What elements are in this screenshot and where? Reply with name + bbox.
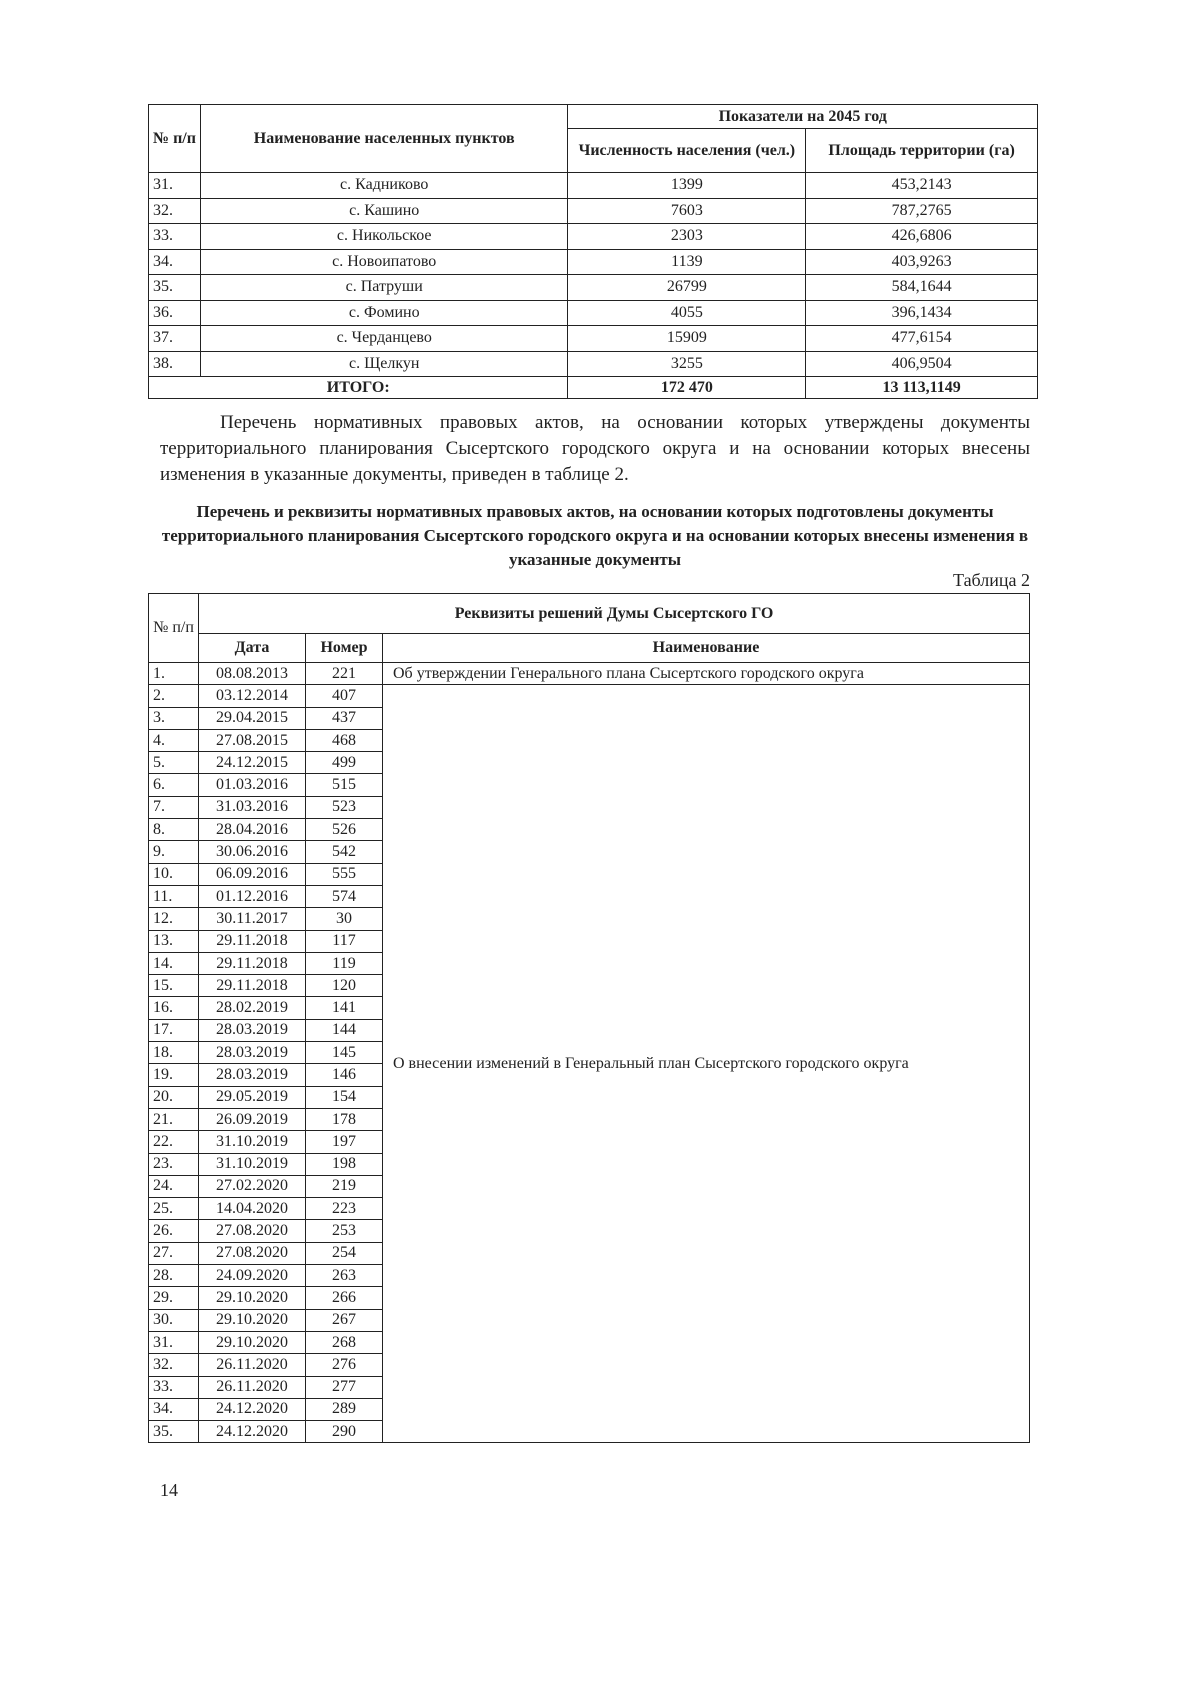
cell-date: 03.12.2014 — [199, 685, 306, 707]
cell-number: 290 — [306, 1421, 383, 1443]
cell-number: 119 — [306, 952, 383, 974]
cell-number: 145 — [306, 1042, 383, 1064]
table-row — [149, 326, 1038, 352]
cell-number: 144 — [306, 1019, 383, 1041]
cell-num: 19. — [149, 1064, 199, 1086]
cell-number: 267 — [306, 1309, 383, 1331]
cell-population: 2303 — [568, 224, 806, 250]
cell-date: 01.12.2016 — [199, 885, 306, 907]
cell-number: 146 — [306, 1064, 383, 1086]
total-label: ИТОГО: — [149, 377, 568, 399]
header-population: Численность населения (чел.) — [568, 129, 806, 173]
cell-num: 5. — [149, 752, 199, 774]
cell-number: 574 — [306, 885, 383, 907]
cell-date: 24.09.2020 — [199, 1265, 306, 1287]
cell-date: 31.03.2016 — [199, 796, 306, 818]
legal-acts-table — [148, 593, 1030, 1443]
cell-number: 254 — [306, 1242, 383, 1264]
cell-date: 29.11.2018 — [199, 930, 306, 952]
cell-date: 29.11.2018 — [199, 952, 306, 974]
cell-date: 29.11.2018 — [199, 975, 306, 997]
cell-date: 28.03.2019 — [199, 1019, 306, 1041]
cell-number: 407 — [306, 685, 383, 707]
cell-number: 277 — [306, 1376, 383, 1398]
cell-number: 276 — [306, 1354, 383, 1376]
cell-name: с. Новоипатово — [200, 249, 568, 275]
cell-date: 01.03.2016 — [199, 774, 306, 796]
total-area: 13 113,1149 — [806, 377, 1038, 399]
cell-name: с. Кашино — [200, 198, 568, 224]
cell-population: 4055 — [568, 300, 806, 326]
cell-number: 178 — [306, 1108, 383, 1130]
cell-num: 33. — [149, 1376, 199, 1398]
cell-num: 4. — [149, 729, 199, 751]
cell-num: 10. — [149, 863, 199, 885]
cell-date: 06.09.2016 — [199, 863, 306, 885]
header-area: Площадь территории (га) — [806, 129, 1038, 173]
header-name: Наименование — [383, 634, 1030, 663]
cell-num: 20. — [149, 1086, 199, 1108]
cell-num: 15. — [149, 975, 199, 997]
cell-number: 117 — [306, 930, 383, 952]
cell-name: с. Щелкун — [200, 351, 568, 377]
cell-number: 221 — [306, 663, 383, 685]
cell-number: 223 — [306, 1198, 383, 1220]
cell-number: 437 — [306, 707, 383, 729]
cell-num: 11. — [149, 885, 199, 907]
table-row — [149, 300, 1038, 326]
cell-num: 14. — [149, 952, 199, 974]
cell-date: 24.12.2020 — [199, 1421, 306, 1443]
cell-num: 3. — [149, 707, 199, 729]
cell-date: 28.04.2016 — [199, 819, 306, 841]
cell-num: 32. — [149, 198, 201, 224]
table-row — [149, 198, 1038, 224]
cell-number: 219 — [306, 1175, 383, 1197]
header-num: № п/п — [149, 594, 199, 663]
cell-num: 37. — [149, 326, 201, 352]
cell-population: 1139 — [568, 249, 806, 275]
table-row — [149, 663, 1030, 685]
cell-num: 36. — [149, 300, 201, 326]
cell-date: 29.10.2020 — [199, 1309, 306, 1331]
cell-date: 24.12.2020 — [199, 1398, 306, 1420]
cell-number: 141 — [306, 997, 383, 1019]
cell-num: 38. — [149, 351, 201, 377]
cell-date: 31.10.2019 — [199, 1131, 306, 1153]
table-row — [149, 173, 1038, 199]
cell-date: 27.08.2020 — [199, 1242, 306, 1264]
cell-area: 584,1644 — [806, 275, 1038, 301]
cell-num: 18. — [149, 1042, 199, 1064]
cell-num: 24. — [149, 1175, 199, 1197]
cell-area: 453,2143 — [806, 173, 1038, 199]
cell-num: 26. — [149, 1220, 199, 1242]
cell-date: 26.11.2020 — [199, 1354, 306, 1376]
header-group: Показатели на 2045 год — [568, 105, 1038, 129]
header-name: Наименование населенных пунктов — [200, 105, 568, 173]
total-population: 172 470 — [568, 377, 806, 399]
table-row — [149, 685, 1030, 707]
cell-number: 266 — [306, 1287, 383, 1309]
cell-area: 403,9263 — [806, 249, 1038, 275]
cell-number: 542 — [306, 841, 383, 863]
cell-date: 27.02.2020 — [199, 1175, 306, 1197]
cell-area: 406,9504 — [806, 351, 1038, 377]
cell-num: 9. — [149, 841, 199, 863]
cell-num: 22. — [149, 1131, 199, 1153]
cell-date: 28.02.2019 — [199, 997, 306, 1019]
cell-num: 32. — [149, 1354, 199, 1376]
cell-num: 29. — [149, 1287, 199, 1309]
cell-num: 34. — [149, 249, 201, 275]
cell-date: 29.05.2019 — [199, 1086, 306, 1108]
cell-date: 26.09.2019 — [199, 1108, 306, 1130]
cell-date: 26.11.2020 — [199, 1376, 306, 1398]
cell-name: с. Никольское — [200, 224, 568, 250]
header-group: Реквизиты решений Думы Сысертского ГО — [199, 594, 1030, 634]
cell-number: 499 — [306, 752, 383, 774]
cell-num: 28. — [149, 1265, 199, 1287]
table-row — [149, 351, 1038, 377]
cell-number: 30 — [306, 908, 383, 930]
cell-name: с. Патруши — [200, 275, 568, 301]
header-date: Дата — [199, 634, 306, 663]
cell-number: 468 — [306, 729, 383, 751]
header-num: № п/п — [149, 105, 201, 173]
cell-date: 24.12.2015 — [199, 752, 306, 774]
cell-num: 6. — [149, 774, 199, 796]
cell-number: 154 — [306, 1086, 383, 1108]
cell-num: 35. — [149, 1421, 199, 1443]
cell-date: 29.10.2020 — [199, 1331, 306, 1353]
cell-num: 30. — [149, 1309, 199, 1331]
cell-date: 27.08.2015 — [199, 729, 306, 751]
cell-date: 14.04.2020 — [199, 1198, 306, 1220]
cell-population: 15909 — [568, 326, 806, 352]
table-row — [149, 224, 1038, 250]
cell-area: 787,2765 — [806, 198, 1038, 224]
cell-number: 289 — [306, 1398, 383, 1420]
cell-area: 477,6154 — [806, 326, 1038, 352]
cell-num: 16. — [149, 997, 199, 1019]
cell-num: 25. — [149, 1198, 199, 1220]
cell-number: 197 — [306, 1131, 383, 1153]
cell-number: 526 — [306, 819, 383, 841]
table-row — [149, 275, 1038, 301]
cell-num: 13. — [149, 930, 199, 952]
cell-date: 29.10.2020 — [199, 1287, 306, 1309]
cell-date: 30.06.2016 — [199, 841, 306, 863]
cell-number: 523 — [306, 796, 383, 818]
cell-num: 12. — [149, 908, 199, 930]
cell-date: 28.03.2019 — [199, 1064, 306, 1086]
settlements-table — [148, 104, 1038, 399]
intro-paragraph: Перечень нормативных правовых актов, на основании которых утверждены документы территориального планирования Сысертского городского округа и на основании которых внесены изменения в указанные документы, приведен в таблице 2. — [160, 412, 1030, 485]
cell-num: 27. — [149, 1242, 199, 1264]
cell-name: с. Фомино — [200, 300, 568, 326]
cell-name-merged: О внесении изменений в Генеральный план Сысертского городского округа — [383, 685, 1030, 1443]
cell-date: 27.08.2020 — [199, 1220, 306, 1242]
cell-num: 35. — [149, 275, 201, 301]
cell-date: 31.10.2019 — [199, 1153, 306, 1175]
cell-num: 23. — [149, 1153, 199, 1175]
cell-population: 7603 — [568, 198, 806, 224]
cell-number: 120 — [306, 975, 383, 997]
cell-date: 29.04.2015 — [199, 707, 306, 729]
cell-num: 33. — [149, 224, 201, 250]
cell-name: с. Кадниково — [200, 173, 568, 199]
cell-population: 26799 — [568, 275, 806, 301]
cell-population: 1399 — [568, 173, 806, 199]
cell-number: 198 — [306, 1153, 383, 1175]
cell-num: 7. — [149, 796, 199, 818]
table2-heading: Перечень и реквизиты нормативных правовых актов, на основании которых подготовлены документы территориального планирования Сысертского городского округа и на основании которых внесены изменения в указанные документы — [161, 502, 1029, 569]
cell-num: 31. — [149, 1331, 199, 1353]
cell-date: 08.08.2013 — [199, 663, 306, 685]
cell-number: 263 — [306, 1265, 383, 1287]
cell-number: 555 — [306, 863, 383, 885]
cell-num: 21. — [149, 1108, 199, 1130]
cell-num: 8. — [149, 819, 199, 841]
cell-num: 34. — [149, 1398, 199, 1420]
cell-name: Об утверждении Генерального плана Сысертского городского округа — [383, 663, 1030, 685]
cell-num: 2. — [149, 685, 199, 707]
total-row — [149, 377, 1038, 399]
cell-population: 3255 — [568, 351, 806, 377]
table-caption: Таблица 2 — [953, 570, 1030, 590]
cell-number: 268 — [306, 1331, 383, 1353]
cell-area: 396,1434 — [806, 300, 1038, 326]
cell-num: 31. — [149, 173, 201, 199]
cell-area: 426,6806 — [806, 224, 1038, 250]
cell-number: 253 — [306, 1220, 383, 1242]
cell-date: 28.03.2019 — [199, 1042, 306, 1064]
cell-date: 30.11.2017 — [199, 908, 306, 930]
cell-num: 1. — [149, 663, 199, 685]
cell-name: с. Черданцево — [200, 326, 568, 352]
cell-number: 515 — [306, 774, 383, 796]
header-number: Номер — [306, 634, 383, 663]
table-row — [149, 249, 1038, 275]
page-number: 14 — [160, 1480, 178, 1500]
cell-num: 17. — [149, 1019, 199, 1041]
